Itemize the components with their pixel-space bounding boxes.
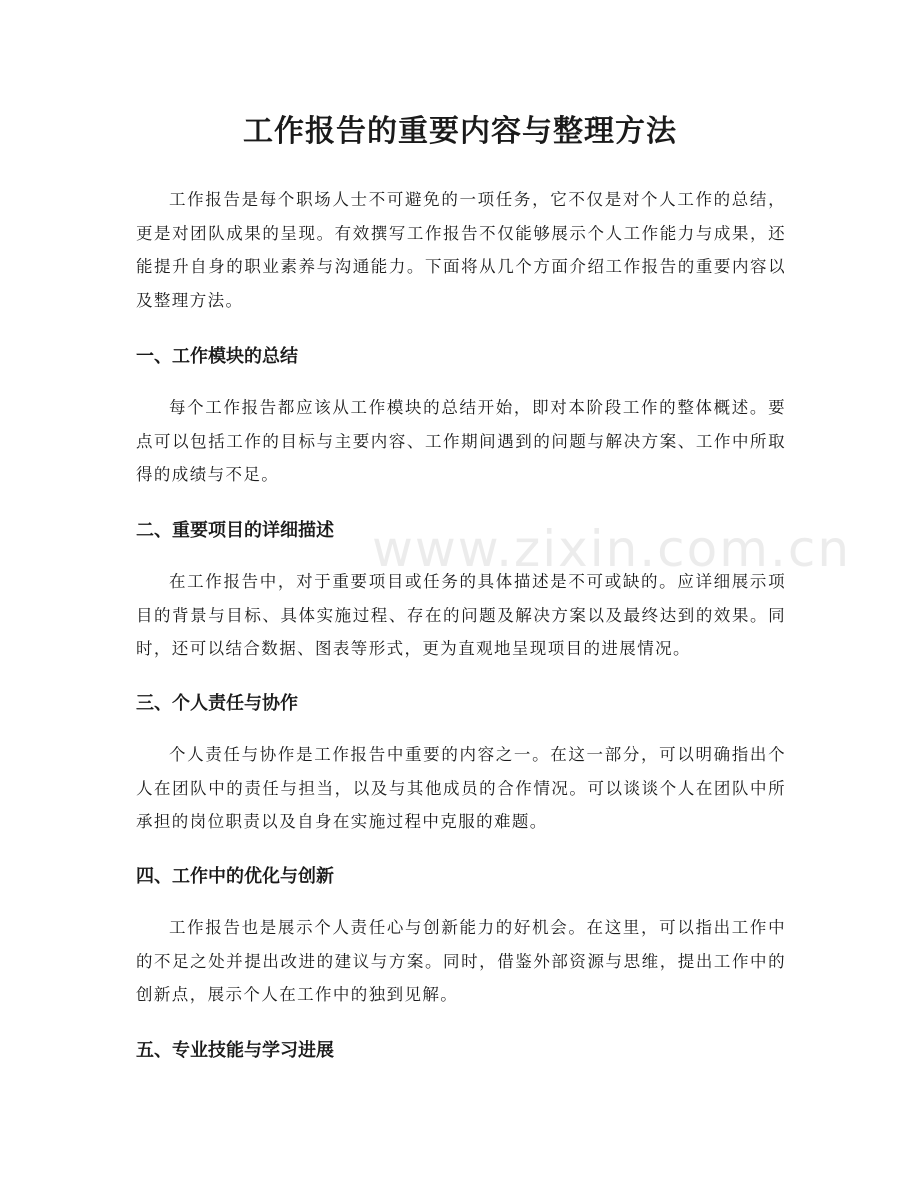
intro-paragraph: 工作报告是每个职场人士不可避免的一项任务，它不仅是对个人工作的总结，更是对团队成果的呈现。有效撰写工作报告不仅能够展示个人工作能力与成果，还能提升自身的职业素养与沟通能力。下面将从几个方面介绍工作报告的重要内容以及整理方法。 [136, 190, 786, 310]
section-heading-2: 二、重要项目的详细描述 [136, 520, 334, 541]
section-heading-3: 三、个人责任与协作 [136, 693, 298, 714]
section-body-1: 每个工作报告都应该从工作模块的总结开始，即对本阶段工作的整体概述。要点可以包括工作的目标与主要内容、工作期间遇到的问题与解决方案、工作中所取得的成绩与不足。 [136, 398, 786, 484]
section-body-4: 工作报告也是展示个人责任心与创新能力的好机会。在这里，可以指出工作中的不足之处并提出改进的建议与方案。同时，借鉴外部资源与思维，提出工作中的创新点，展示个人在工作中的独到见解。 [136, 918, 786, 1004]
section-heading-4: 四、工作中的优化与创新 [136, 866, 334, 887]
section-heading-1: 一、工作模块的总结 [136, 346, 298, 367]
section-heading-5: 五、专业技能与学习进展 [136, 1040, 334, 1061]
section-body-3: 个人责任与协作是工作报告中重要的内容之一。在这一部分，可以明确指出个人在团队中的责任与担当，以及与其他成员的合作情况。可以谈谈个人在团队中所承担的岗位职责以及自身在实施过程中克服的难题。 [136, 745, 786, 831]
section-body-2: 在工作报告中，对于重要项目或任务的具体描述是不可或缺的。应详细展示项目的背景与目标、具体实施过程、存在的问题及解决方案以及最终达到的效果。同时，还可以结合数据、图表等形式，更为直观地呈现项目的进展情况。 [136, 572, 786, 658]
watermark: www.zixin.com.cn [372, 520, 852, 578]
document-title: 工作报告的重要内容与整理方法 [243, 114, 677, 149]
